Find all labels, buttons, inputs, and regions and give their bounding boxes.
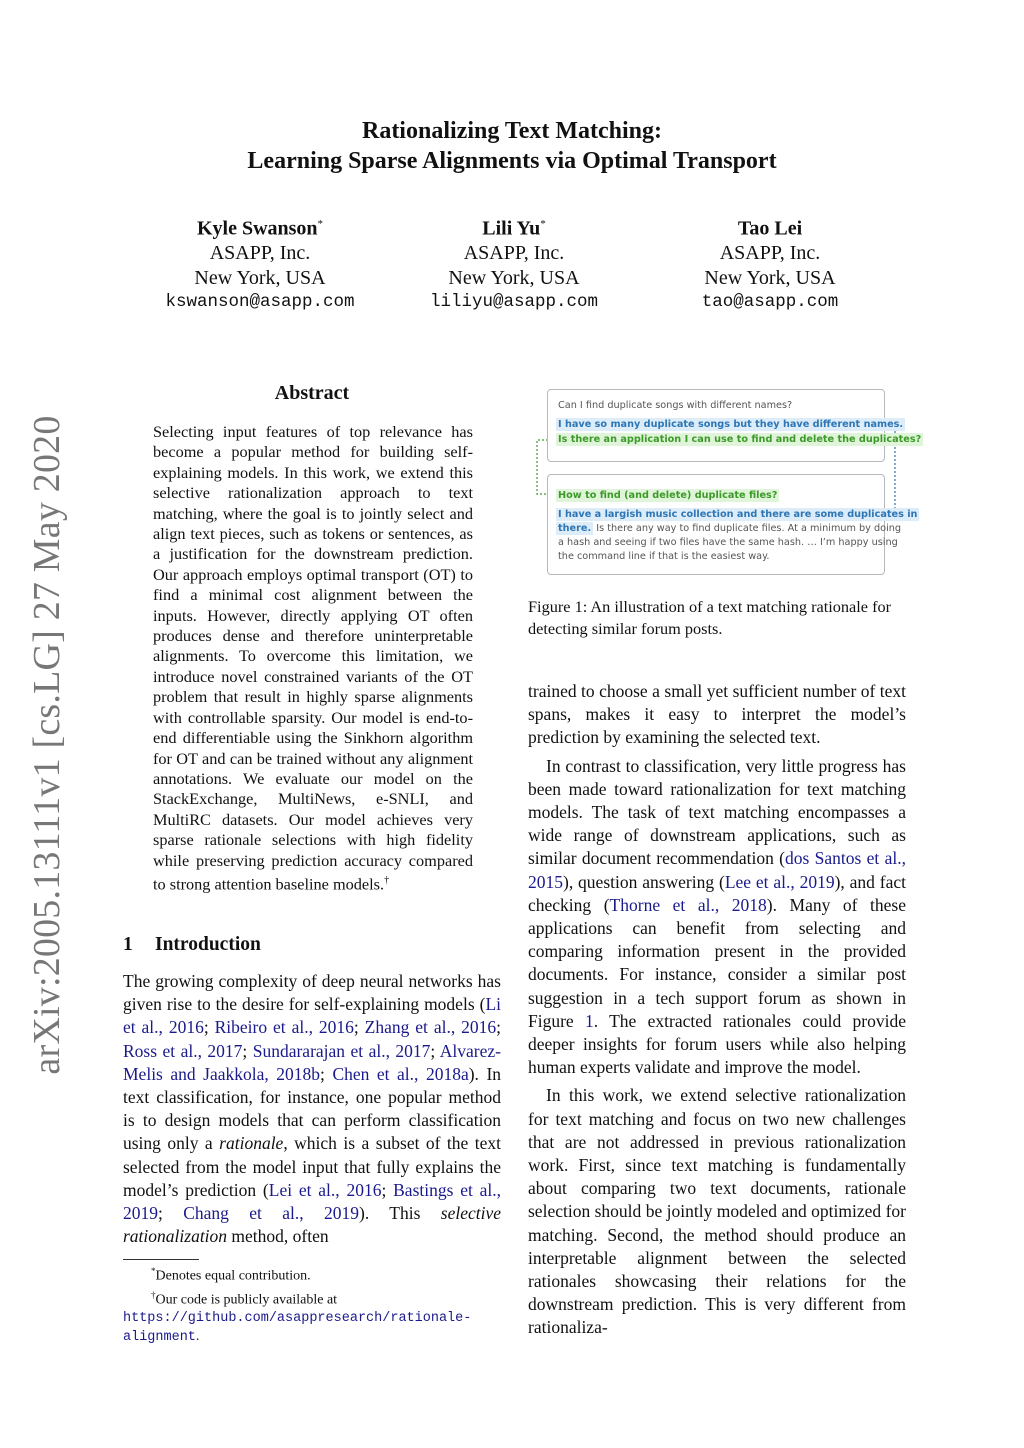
text-run: ; (158, 1203, 184, 1224)
text-run: ). This (359, 1203, 441, 1224)
right-column-text (528, 680, 906, 1340)
query-rationale-green: Is there an application I can use to find and delete the duplicates? (558, 434, 922, 445)
citation-link[interactable]: Chang et al., 2019 (183, 1203, 360, 1224)
citation-link[interactable]: Li et al., 2016 (123, 994, 501, 1038)
text-run: . The extracted rationales could provide deeper insights for forum users while also helping human experts validate and improve the model. (528, 1010, 906, 1078)
text-run: ; (496, 1017, 501, 1038)
author-email[interactable]: liliyu@asapp.com (429, 292, 599, 313)
text-run: method, often (227, 1226, 329, 1247)
citation-link[interactable]: dos Santos et al., 2015 (528, 848, 906, 892)
footnote-text: Our code is publicly available at (155, 1292, 338, 1308)
candidate-rationale-blue: I have a largish music collection and there are some duplicates in (558, 509, 918, 520)
query-rationale-blue: I have so many duplicate songs but they have different names. (558, 419, 904, 430)
abstract-body (153, 422, 473, 895)
abstract-text: Selecting input features of top relevance has become a popular method for building self-explaining models. In this work, we extend this selective rationalization approach to text matching, where the goal is to jointly select and align text pieces, such as tokens or sentences, as a justification for the downstream prediction. Our approach employs optimal transport (OT) to find a minimal cost alignment between the inputs. However, directly applying OT often produces dense and therefore uninterpretable alignments. To overcome this limitation, we introduce novel constrained variants of the OT problem that result in highly sparse alignments with controllable sparsity. Our model is end-to-end differentiable using the Sinkhorn algorithm for OT and can be trained without any alignment annotations. We evaluate our model on the StackExchange, MultiNews, e-SNLI, and MultiRC datasets. Our model achieves very sparse rationale selections with high fidelity while preserving prediction accuracy compared to strong attention baseline models. (153, 422, 473, 894)
author-name: Tao Lei (737, 217, 803, 240)
code-footnote-mark: † (384, 874, 390, 886)
paper-title (0, 116, 1024, 176)
arxiv-id-text: arXiv:2005.13111v1 [cs.LG] 27 May 2020 (26, 415, 68, 1075)
citation-link[interactable]: Chen et al., 2018a (332, 1063, 469, 1084)
author-name: Lili Yu (482, 217, 541, 240)
title-line-2: Learning Sparse Alignments via Optimal Transport (247, 148, 777, 174)
text-run: ; (381, 1179, 394, 1200)
figure-caption: Figure 1: An illustration of a text matching rationale for detecting similar forum posts. (528, 597, 892, 638)
footnote-equal-contribution (123, 1262, 513, 1286)
candidate-rationale-blue: there. (558, 523, 592, 534)
citation-link[interactable]: Lee et al., 2019 (724, 871, 835, 892)
citation-link[interactable]: Bastings et al., 2019 (123, 1179, 501, 1224)
section-title: Introduction (155, 934, 261, 955)
footnote-text: Denotes equal contribution. (155, 1268, 311, 1284)
figure-reference-link[interactable]: 1 (585, 1010, 594, 1031)
text-run: ; (242, 1040, 253, 1061)
text-run: , which is a subset of the text selected from the model input that fully explains the model’s prediction ( (123, 1133, 501, 1200)
text-run: ; (320, 1063, 333, 1084)
citation-link[interactable]: Zhang et al., 2016 (364, 1017, 497, 1038)
candidate-body-text: the command line if that is the easiest way. (558, 551, 770, 562)
intro-paragraph (123, 970, 501, 1248)
text-run: ; (353, 1017, 365, 1038)
emphasis-text: selective rationalization (123, 1203, 501, 1247)
citation-link[interactable]: Thorne et al., 2018 (609, 894, 767, 915)
text-run: ). In text classification, for instance, one popular method is to design models that can perform classification using only a (123, 1063, 502, 1154)
footnote-mark: † (151, 1289, 156, 1300)
author-location: New York, USA (704, 266, 836, 289)
footnotes (123, 1262, 513, 1347)
citation-link[interactable]: Alvarez-Melis and Jaakkola, 2018b (123, 1040, 501, 1084)
citation-link[interactable]: Ross et al., 2017 (123, 1040, 243, 1061)
text-run: ), question answering ( (563, 871, 725, 892)
body-paragraph (528, 755, 906, 1080)
citation-link[interactable]: Lei et al., 2016 (268, 1179, 382, 1200)
author-block (620, 212, 920, 315)
code-url-link[interactable]: https://github.com/asappresearch/rationale-alignment (123, 1311, 472, 1346)
author-affiliation: ASAPP, Inc. (719, 242, 821, 265)
section-heading (123, 934, 261, 956)
query-title: Can I find duplicate songs with different names? (558, 400, 793, 411)
query-post-box (547, 389, 922, 462)
arxiv-side-stamp (22, 415, 72, 1075)
author-email[interactable]: kswanson@asapp.com (165, 292, 355, 313)
footnote-text: . (195, 1329, 200, 1345)
body-paragraph: In this work, we extend selective rationalization for text matching and focus on two new challenges that are not addressed in previous rationalization work. First, since text matching is fundamentally about comparing two text documents, rationale selection should be jointly modeled and optimized for matching. Second, the method should produce an interpretable alignment between the selected rationales showcasing their relations for the downstream prediction. This is very different from rationaliza- (528, 1085, 906, 1338)
text-run: ; (430, 1040, 440, 1061)
text-run: ; (203, 1017, 215, 1038)
text-run: In contrast to classification, very little progress has been made toward rationalization for text matching models. The task of text matching encompasses a wide range of downstream applications, such as similar document recommendation ( (528, 755, 906, 869)
footnote-rule (123, 1259, 199, 1260)
citation-link[interactable]: Ribeiro et al., 2016 (214, 1017, 354, 1038)
citation-link[interactable]: Sundararajan et al., 2017 (252, 1040, 431, 1061)
title-line-1: Rationalizing Text Matching: (361, 118, 662, 144)
body-paragraph: trained to choose a small yet sufficient number of text spans, makes it easy to interpret the model’s prediction by examining the selected text. (528, 681, 906, 748)
candidate-body-text: a hash and seeing if two files have the same hash. … I’m happy using (558, 537, 898, 548)
author-name: Kyle Swanson (196, 217, 318, 240)
author-location: New York, USA (448, 266, 580, 289)
text-run: ), and fact checking ( (528, 871, 907, 915)
author-block (364, 212, 664, 315)
abstract-heading: Abstract (274, 382, 350, 404)
emphasis-text: rationale (219, 1133, 284, 1154)
equal-contribution-mark: * (540, 218, 546, 230)
section-number: 1 (123, 934, 133, 955)
equal-contribution-mark: * (317, 218, 324, 230)
candidate-rationale-green: How to find (and delete) duplicate files? (558, 490, 778, 501)
author-location: New York, USA (194, 266, 326, 289)
text-run: The growing complexity of deep neural networks has given rise to the desire for self-explaining models ( (123, 971, 501, 1015)
text-run: ). Many of these applications can benefit from selecting and comparing information present in the provided documents. For instance, consider a similar post suggestion in a tech support forum as shown in Figure (528, 894, 906, 1031)
left-column-text (123, 970, 501, 1248)
candidate-post-box (547, 474, 918, 575)
candidate-body-text: Is there any way to find duplicate files. At a minimum by doing (593, 523, 902, 534)
footnote-code (123, 1286, 513, 1348)
author-email[interactable]: tao@asapp.com (701, 292, 839, 313)
author-affiliation: ASAPP, Inc. (209, 242, 311, 265)
author-affiliation: ASAPP, Inc. (463, 242, 565, 265)
footnote-mark: * (151, 1266, 156, 1276)
